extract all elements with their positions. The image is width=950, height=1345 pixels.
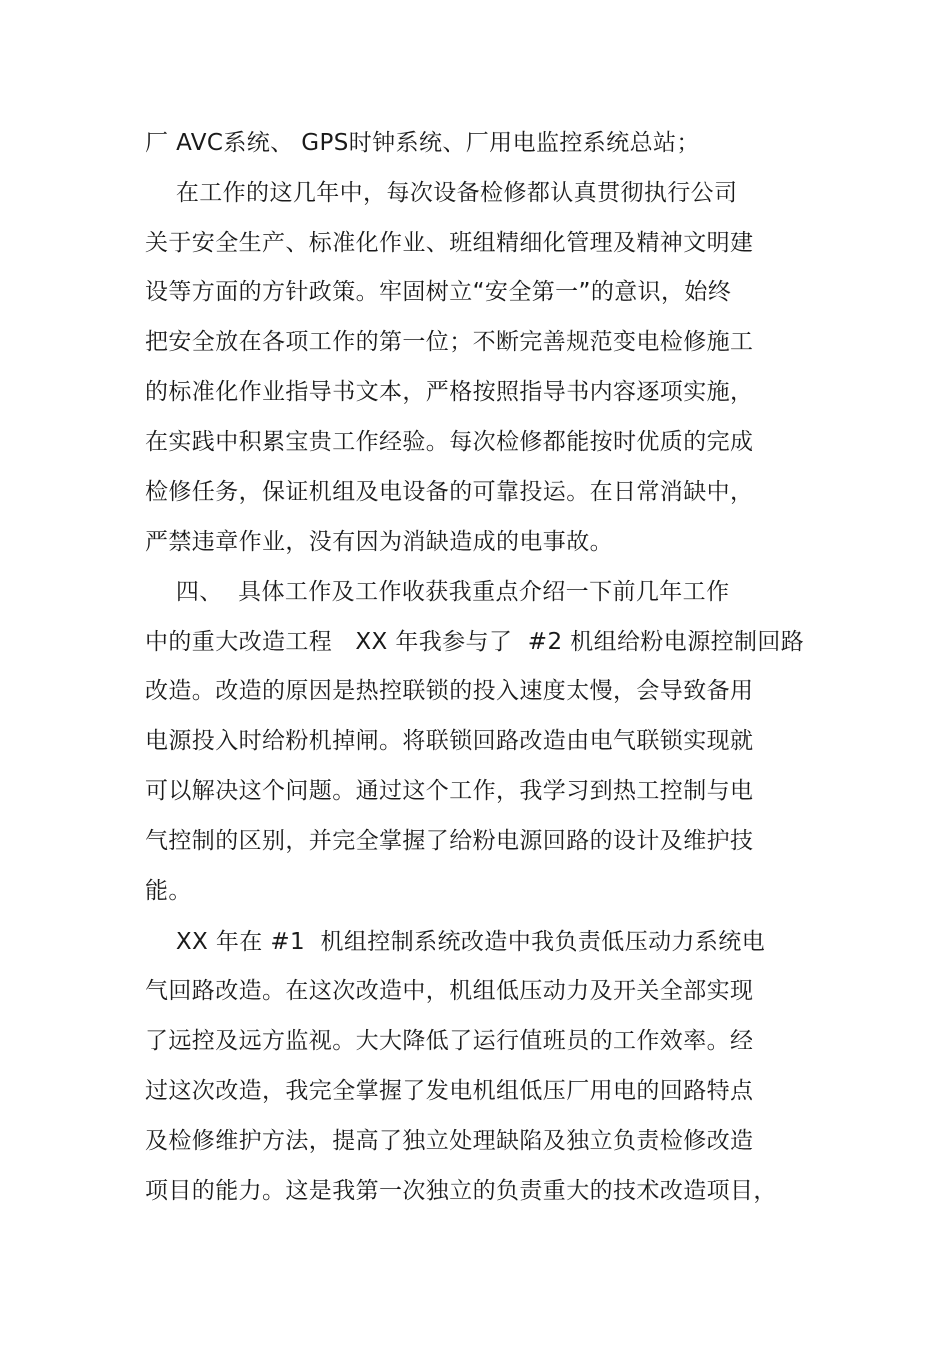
text-line: 及检修维护方法，提高了独立处理缺陷及独立负责检修改造 — [145, 1128, 754, 1154]
text-line: 能。 — [145, 878, 192, 904]
text-line: 电源投入时给粉机掉闸。将联锁回路改造由电气联锁实现就 — [145, 728, 754, 754]
text-line: 设等方面的方针政策。牢固树立“安全第一”的意识，始终 — [145, 279, 732, 305]
text-line: 改造。改造的原因是热控联锁的投入速度太慢，会导致备用 — [145, 678, 754, 704]
text-line: 的标准化作业指导书文本，严格按照指导书内容逐项实施， — [145, 379, 754, 405]
text-line: 项目的能力。这是我第一次独立的负责重大的技术改造项目， — [145, 1178, 777, 1204]
text-line: 在实践中积累宝贵工作经验。每次检修都能按时优质的完成 — [145, 429, 754, 455]
text-line: XX 年在 #1 机组控制系统改造中我负责低压动力系统电 — [145, 929, 766, 955]
text-line: 检修任务，保证机组及电设备的可靠投运。在日常消缺中， — [145, 479, 754, 505]
text-line: 气控制的区别，并完全掌握了给粉电源回路的设计及维护技 — [145, 828, 754, 854]
text-line: 过这次改造，我完全掌握了发电机组低压厂用电的回路特点 — [145, 1078, 754, 1104]
text-line: 在工作的这几年中，每次设备检修都认真贯彻执行公司 — [145, 180, 738, 206]
text-line: 四、 具体工作及工作收获我重点介绍一下前几年工作 — [145, 579, 730, 605]
text-line: 中的重大改造工程 XX 年我参与了 #2 机组给粉电源控制回路 — [145, 629, 805, 655]
text-line: 厂 AVC系统、 GPS时钟系统、厂用电监控系统总站； — [145, 130, 700, 156]
text-line: 了远控及远方监视。大大降低了运行值班员的工作效率。经 — [145, 1028, 754, 1054]
text-line: 关于安全生产、标准化作业、班组精细化管理及精神文明建 — [145, 230, 754, 256]
text-line: 可以解决这个问题。通过这个工作，我学习到热工控制与电 — [145, 778, 754, 804]
text-line: 把安全放在各项工作的第一位；不断完善规范变电检修施工 — [145, 329, 754, 355]
text-line: 气回路改造。在这次改造中，机组低压动力及开关全部实现 — [145, 978, 754, 1004]
text-line: 严禁违章作业，没有因为消缺造成的电事故。 — [145, 529, 613, 555]
